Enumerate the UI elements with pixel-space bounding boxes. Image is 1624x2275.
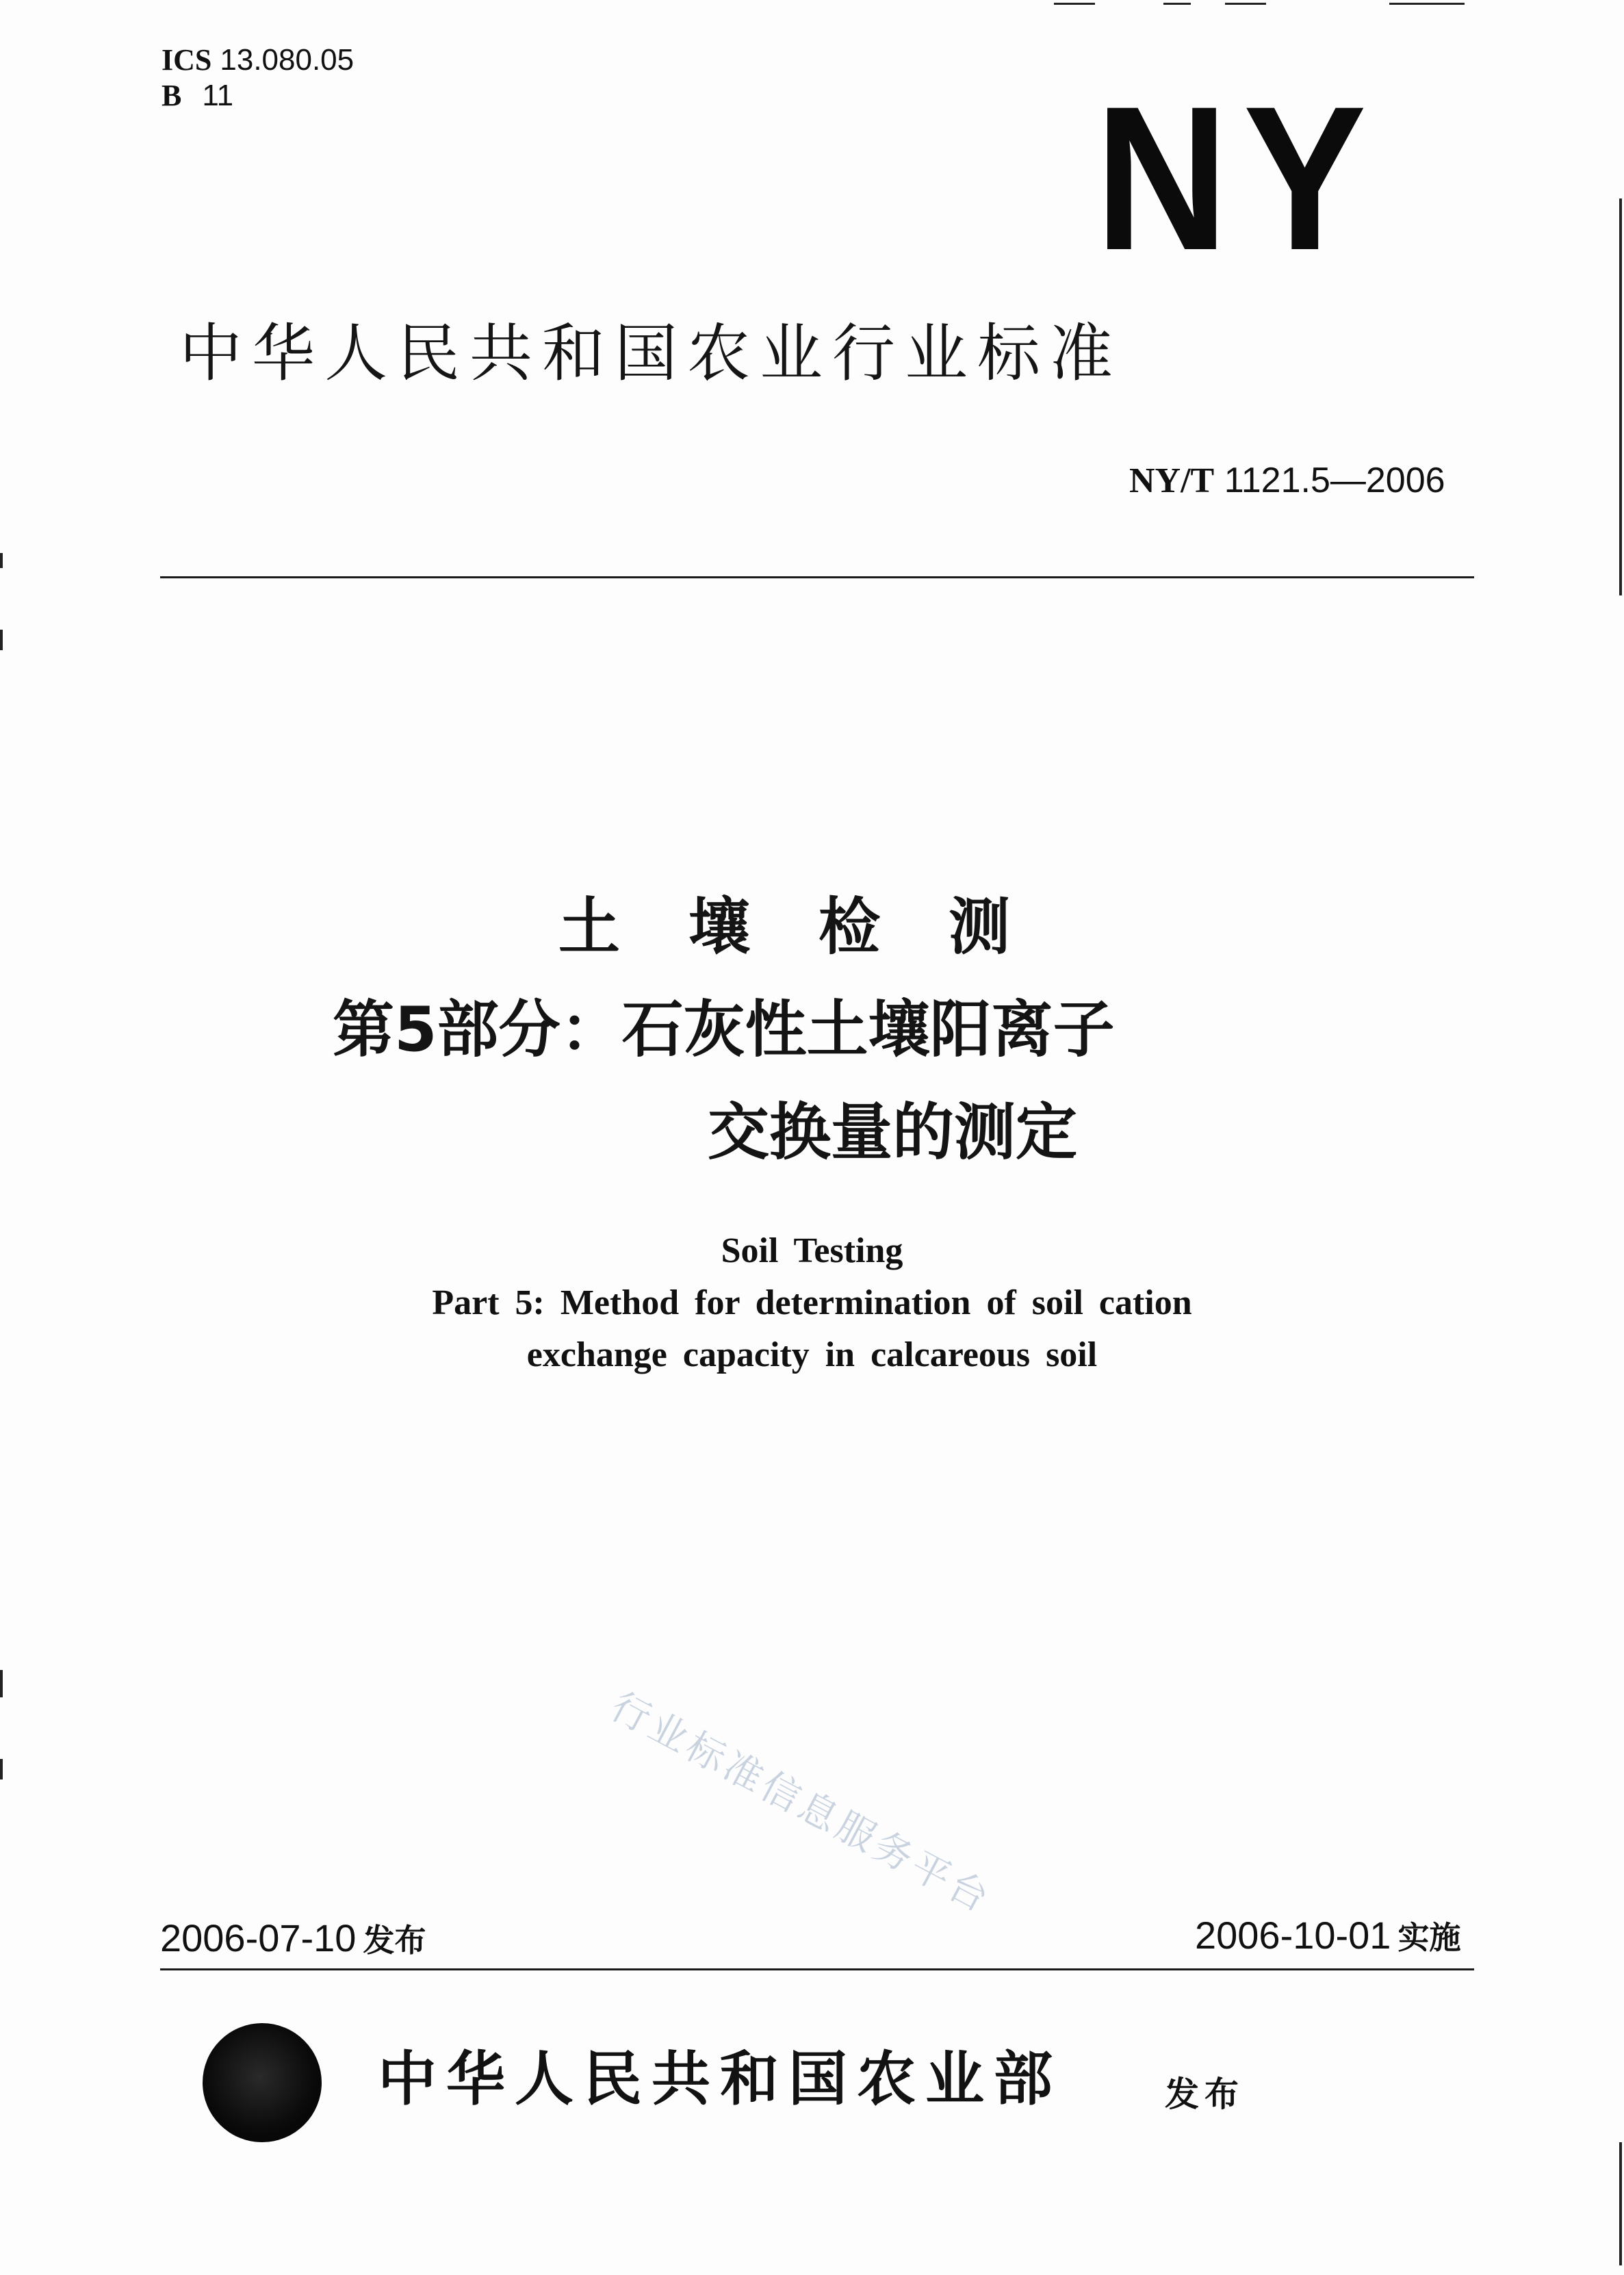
publisher-label: 发布 <box>1165 2074 1244 2114</box>
ics-value: 13.080.05 <box>220 43 355 77</box>
scan-edge-mark-left-2 <box>0 630 3 650</box>
footer-divider <box>160 1968 1474 1970</box>
title-cn-line1: 土壤检测 <box>558 891 1079 963</box>
implement-date-label: 实施 <box>1397 1919 1461 1956</box>
scan-top-mark-4 <box>1389 3 1465 5</box>
scan-top-mark-3 <box>1225 3 1266 5</box>
scan-edge-mark-left-3 <box>0 1670 3 1697</box>
publisher-name: 中华人民共和国农业部 <box>378 2044 1062 2113</box>
title-cn-line3: 交换量的测定 <box>708 1096 1077 1168</box>
title-en-line3: exchange capacity in calcareous soil <box>526 1335 1098 1374</box>
ccs-value: 11 <box>202 79 234 112</box>
title-en-line2: Part 5: Method for determination of soil cation <box>432 1283 1192 1322</box>
scan-top-mark-2 <box>1163 3 1191 5</box>
standard-number-value: 1121.5—2006 <box>1224 461 1445 500</box>
ministry-seal-icon <box>203 2023 322 2142</box>
issue-date <box>160 1916 426 1962</box>
watermark-text: 行业标准信息服务平台 <box>603 1684 999 1923</box>
standard-number <box>1129 460 1445 502</box>
ics-code <box>162 42 354 78</box>
scan-top-mark-1 <box>1054 3 1095 5</box>
standard-category-title: 中华人民共和国农业行业标准 <box>179 317 1123 390</box>
issue-date-value: 2006-07-10 <box>160 1916 357 1959</box>
ccs-code <box>162 78 233 114</box>
issue-date-label: 发布 <box>363 1922 426 1959</box>
ny-logo: NY <box>1095 63 1382 293</box>
standard-number-prefix: NY/T <box>1129 461 1215 500</box>
scan-edge-line <box>1619 198 1622 595</box>
title-cn-line2: 第5部分：石灰性土壤阳离子 <box>333 994 1115 1066</box>
scan-edge-mark-left-4 <box>0 1759 3 1779</box>
scan-edge-line-bottom <box>1619 2142 1622 2265</box>
ccs-label: B <box>162 79 182 112</box>
scan-edge-mark-left-1 <box>0 553 3 568</box>
implement-date <box>1195 1914 1460 1959</box>
header-divider <box>160 576 1474 578</box>
ics-label: ICS <box>162 43 212 77</box>
title-en-line1: Soil Testing <box>721 1231 903 1270</box>
implement-date-value: 2006-10-01 <box>1195 1914 1391 1957</box>
